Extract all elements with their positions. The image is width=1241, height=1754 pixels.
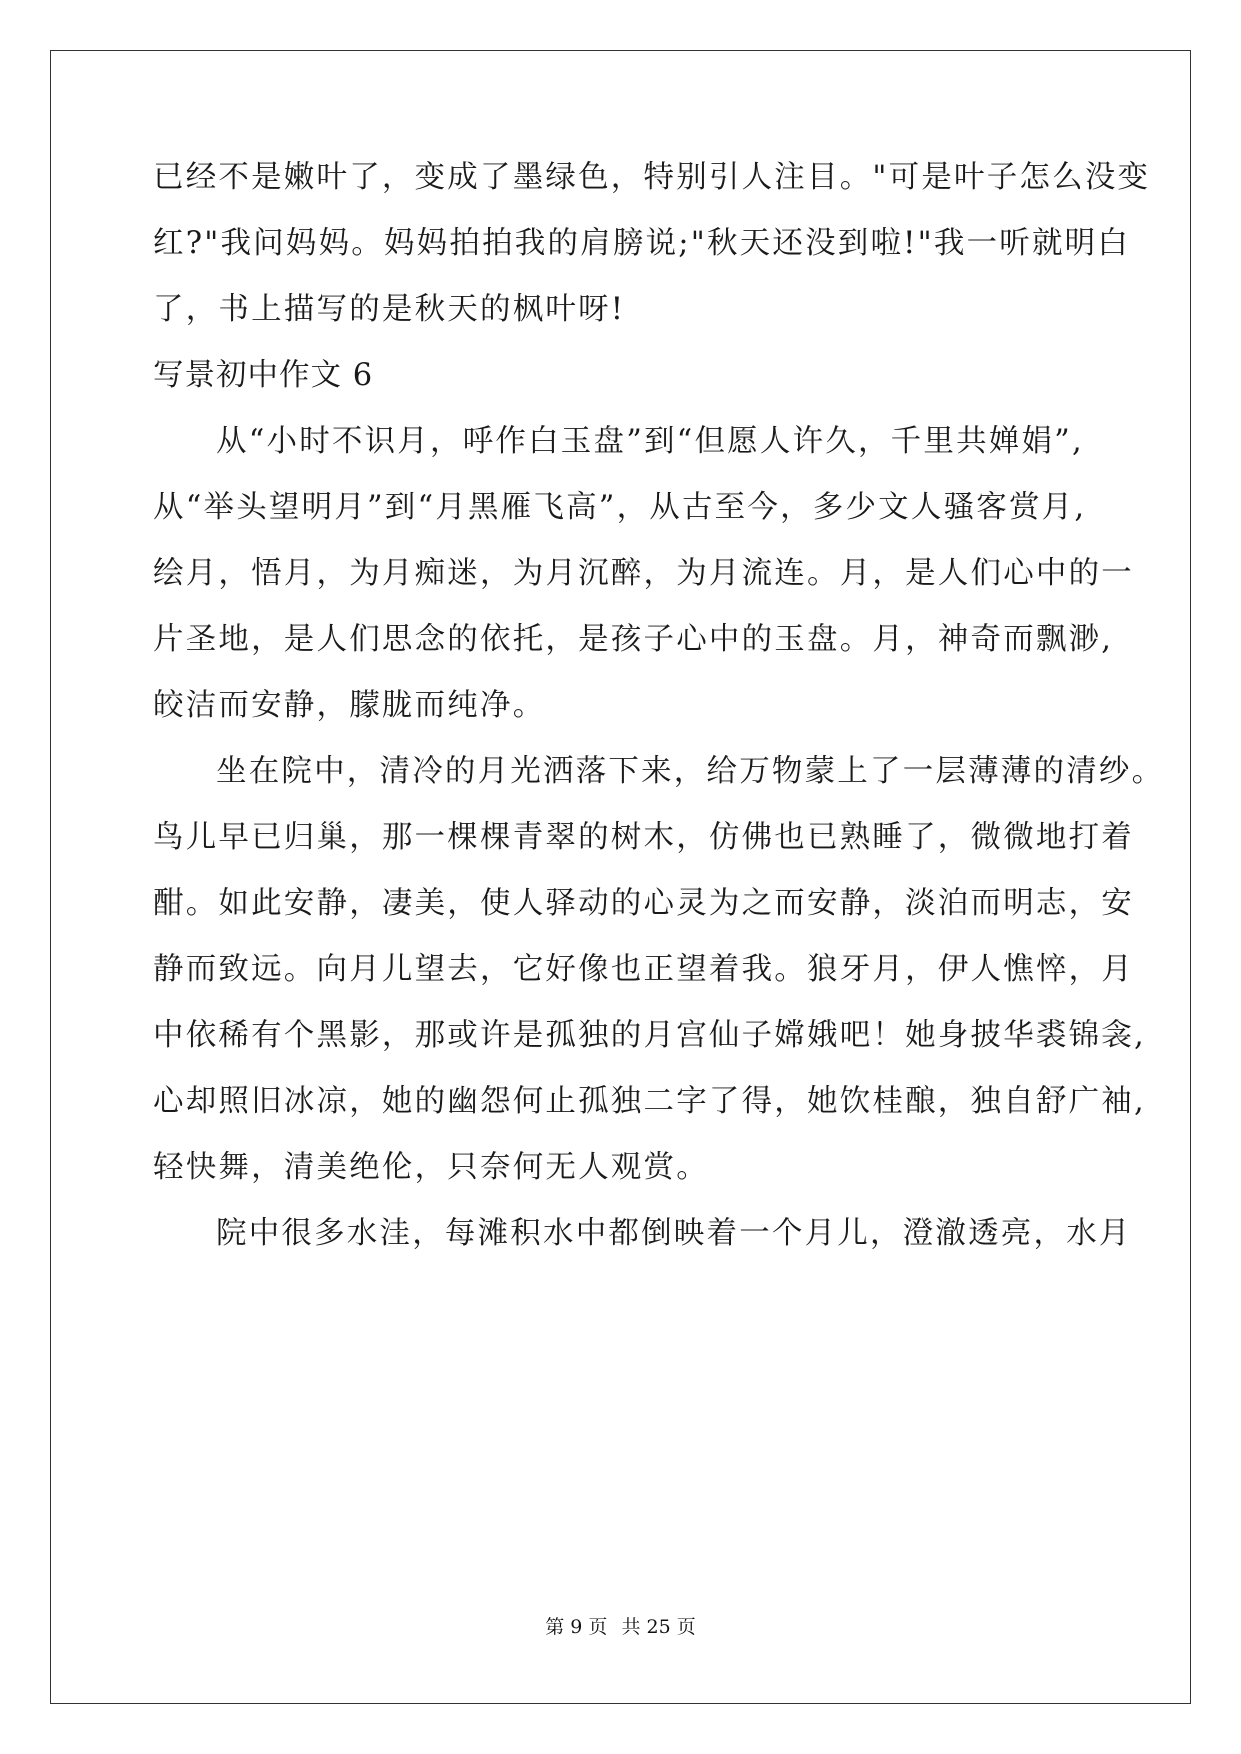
text-line: 从“小时不识月，呼作白玉盘”到“但愿人许久，千里共婵娟”, xyxy=(216,424,1084,459)
text-line: 心却照旧冰凉，她的幽怨何止孤独二字了得，她饮桂酿，独自舒广袖, xyxy=(153,1084,1146,1119)
text-line: 院中很多水洼，每滩积水中都倒映着一个月儿，澄澈透亮，水月 xyxy=(216,1216,1132,1251)
text-line: 红?"我问妈妈。妈妈拍拍我的肩膀说;"秋天还没到啦!"我一听就明白 xyxy=(153,226,1131,261)
text-line: 皎洁而安静，朦胧而纯净。 xyxy=(153,688,546,723)
page-footer xyxy=(0,1612,1241,1639)
text-line: 了，书上描写的是秋天的枫叶呀! xyxy=(153,292,626,327)
text-line: 已经不是嫩叶了，变成了墨绿色，特别引人注目。"可是叶子怎么没变 xyxy=(153,160,1151,195)
section-heading: 写景初中作文 6 xyxy=(153,358,374,393)
page-number: 第 9 页 xyxy=(545,1616,608,1638)
text-line: 片圣地，是人们思念的依托，是孩子心中的玉盘。月，神奇而飘渺, xyxy=(153,622,1114,657)
text-line: 酣。如此安静，凄美，使人驿动的心灵为之而安静，淡泊而明志，安 xyxy=(153,886,1134,921)
text-line: 从“举头望明月”到“月黑雁飞高”，从古至今，多少文人骚客赏月, xyxy=(153,490,1087,525)
text-line: 坐在院中，清冷的月光洒落下来，给万物蒙上了一层薄薄的清纱。 xyxy=(216,754,1165,789)
text-line: 绘月，悟月，为月痴迷，为月沉醉，为月流连。月，是人们心中的一 xyxy=(153,556,1134,591)
text-line: 中依稀有个黑影，那或许是孤独的月宫仙子嫦娥吧！她身披华裘锦衾, xyxy=(153,1018,1146,1053)
page-total: 共 25 页 xyxy=(621,1616,696,1638)
text-line: 轻快舞，清美绝伦，只奈何无人观赏。 xyxy=(153,1150,709,1185)
text-line: 鸟儿早已归巢，那一棵棵青翠的树木，仿佛也已熟睡了，微微地打着 xyxy=(153,820,1134,855)
text-line: 静而致远。向月儿望去，它好像也正望着我。狼牙月，伊人憔悴，月 xyxy=(153,952,1134,987)
